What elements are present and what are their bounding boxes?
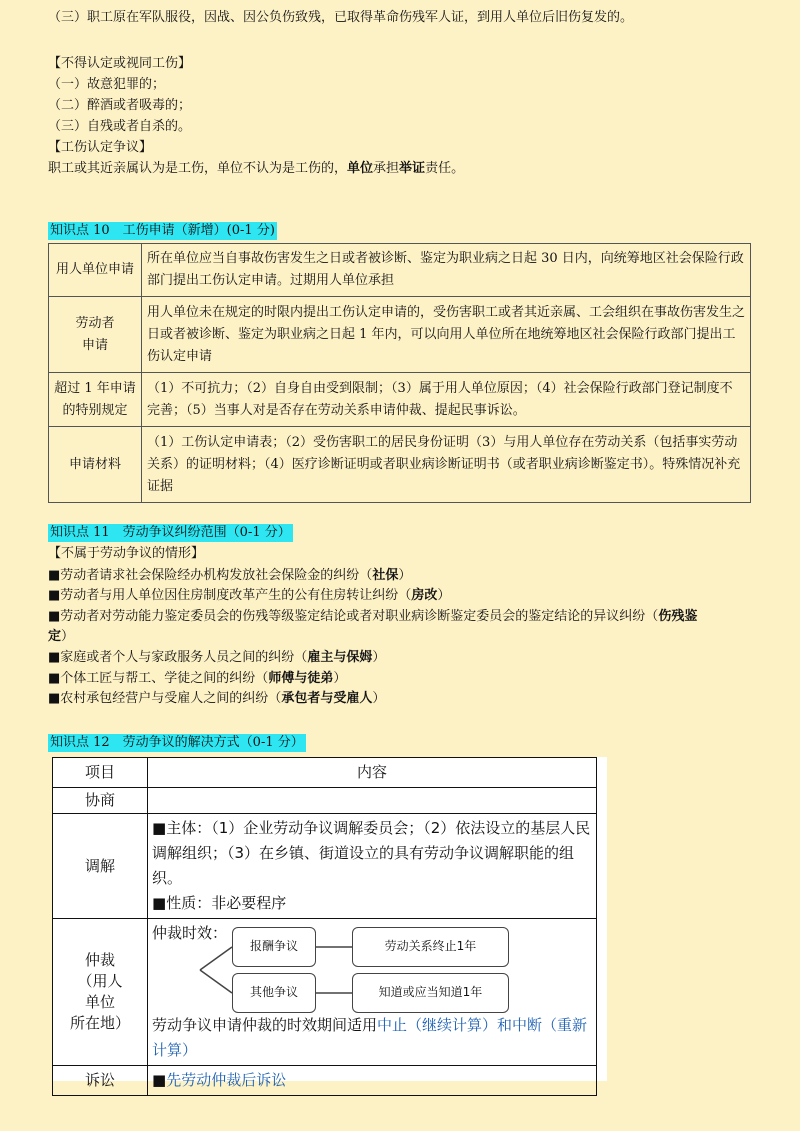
row-label-negotiate: 协商 — [53, 788, 148, 814]
section-heading: 【工伤认定争议】 — [48, 140, 153, 155]
bullet-icon: ■ — [48, 650, 61, 665]
text-span: 性质：非必要程序 — [166, 894, 287, 912]
text-span: 劳动争议申请仲裁的时效期间适用 — [152, 1016, 378, 1034]
table-row — [53, 814, 597, 919]
row-header-line: 劳动者 — [75, 315, 115, 331]
arbitration-label: 仲裁时效： — [152, 924, 228, 942]
row-label-line: 单位 — [84, 993, 115, 1011]
text-span: ） — [333, 671, 347, 686]
text-span: 家庭或者个人与家政服务人员之间的纠纷（ — [60, 650, 308, 665]
table-row — [53, 1066, 597, 1096]
bold-text: 雇主与保姆 — [307, 650, 373, 665]
column-header-content: 内容 — [148, 758, 597, 788]
bold-text: 承包者与受雇人 — [281, 691, 373, 706]
bold-text: 单位 — [347, 161, 374, 176]
bullet-icon: ■ — [48, 609, 61, 624]
kp10-table — [48, 243, 751, 503]
text-span: 劳动者与用人单位因住房制度改革产生的公有住房转让纠纷（ — [60, 588, 412, 603]
list-item: （三）自残或者自杀的。 — [48, 119, 192, 134]
list-item — [48, 669, 346, 689]
bold-text: 社保 — [372, 568, 399, 583]
kp11-title: 知识点 11 劳动争议纠纷范围（0-1 分） — [50, 525, 291, 540]
table-row — [53, 788, 597, 814]
table-row — [49, 244, 751, 297]
list-item — [48, 648, 385, 668]
row-label-line: （用人 — [77, 972, 123, 990]
row-header-line: 的特别规定 — [62, 402, 128, 418]
arb-box-term-end: 劳动关系终止1年 — [352, 927, 509, 967]
list-item — [48, 566, 411, 586]
kp10-title: 知识点 10 工伤申请（新增）(0-1 分) — [50, 223, 275, 238]
table-row — [49, 297, 751, 373]
highlight-text: 中止（继续计算）和中断（重新计算） — [152, 1016, 588, 1059]
kp12-title: 知识点 12 劳动争议的解决方式（0-1 分） — [50, 735, 304, 750]
row-label-mediate: 调解 — [53, 814, 148, 919]
bold-text: 伤残鉴 — [658, 609, 698, 624]
kp12-table — [52, 757, 597, 1096]
list-item — [48, 607, 697, 627]
row-label-litigate: 诉讼 — [53, 1066, 148, 1096]
row-content: 所在单位应当自事故伤害发生之日或者被诊断、鉴定为职业病之日起 30 日内，向统筹地区社会保险行政部门提出工伤认定申请。过期用人单位承担 — [142, 244, 751, 297]
mediate-subject — [152, 816, 592, 891]
text-line: （三）职工原在军队服役，因战、因公负伤致残，已取得革命伤残军人证，到用人单位后旧伤复发的。 — [48, 10, 634, 25]
mediate-nature — [152, 891, 592, 916]
list-item: （一）故意犯罪的； — [48, 77, 166, 92]
row-content-arbitrate — [148, 919, 597, 1066]
row-header-line: 超过 1 年申请 — [54, 380, 136, 396]
kp12-image — [52, 757, 607, 1089]
bullet-icon: ■ — [152, 819, 167, 837]
row-content-litigate — [148, 1066, 597, 1096]
table-header-row — [53, 758, 597, 788]
bullet-icon: ■ — [48, 671, 61, 686]
text-span: 责任。 — [425, 161, 465, 176]
text-span: 劳动者请求社会保险经办机构发放社会保险金的纠纷（ — [60, 568, 373, 583]
row-label-arbitrate — [53, 919, 148, 1066]
section-heading: 【不属于劳动争议的情形】 — [48, 546, 205, 561]
text-span: 劳动者对劳动能力鉴定委员会的伤残等级鉴定结论或者对职业病诊断鉴定委员会的鉴定结论的异议纠纷（ — [60, 609, 659, 624]
row-label-line: 所在地） — [69, 1014, 130, 1032]
row-header — [49, 297, 142, 373]
text-span: 农村承包经营户与受雇人之间的纠纷（ — [60, 691, 282, 706]
arb-box-other: 其他争议 — [232, 973, 316, 1013]
bullet-icon: ■ — [48, 568, 61, 583]
table-row — [49, 427, 751, 503]
row-content: 用人单位未在规定的时限内提出工伤认定申请的，受伤害职工或者其近亲属、工会组织在事故伤害发生之日或者被诊断、鉴定为职业病之日起 1 年内，可以向用人单位所在地统筹地区社会保险行政部门提出工伤认定申请 — [142, 297, 751, 373]
row-content-empty — [148, 788, 597, 814]
text-span: 主体：（1）企业劳动争议调解委员会；（2）依法设立的基层人民调解组织；（3）在乡镇、街道设立的具有劳动争议调解职能的组织。 — [152, 819, 591, 887]
row-content-mediate — [148, 814, 597, 919]
bullet-icon: ■ — [48, 588, 61, 603]
text-line — [48, 159, 464, 179]
bullet-icon: ■ — [152, 894, 167, 912]
text-span: ） — [61, 629, 75, 644]
bold-text: 师傅与徒弟 — [268, 671, 334, 686]
text-span: 承担 — [373, 161, 400, 176]
list-item: （二）醉酒或者吸毒的； — [48, 98, 192, 113]
row-content: （1）不可抗力；（2）自身自由受到限制；（3）属于用人单位原因；（4）社会保险行政部门登记制度不完善；（5）当事人对是否存在劳动关系申请仲裁、提起民事诉讼。 — [142, 373, 751, 427]
column-header-item: 项目 — [53, 758, 148, 788]
text-span: 职工或其近亲属认为是工伤，单位不认为是工伤的， — [48, 161, 348, 176]
arbitration-diagram — [152, 921, 592, 1013]
bold-text: 举证 — [399, 161, 426, 176]
row-content: （1）工伤认定申请表；（2）受伤害职工的居民身份证明（3）与用人单位存在劳动关系（包括事实劳动关系）的证明材料；（4）医疗诊断证明或者职业病诊断证明书（或者职业病诊断鉴定书）。特殊情况补充证据 — [142, 427, 751, 503]
bullet-icon: ■ — [48, 691, 61, 706]
text-span: ） — [372, 650, 386, 665]
text-span: ） — [372, 691, 386, 706]
list-item-continued — [48, 627, 74, 647]
row-header: 用人单位申请 — [49, 244, 142, 297]
text-span: ） — [437, 588, 451, 603]
row-header: 申请材料 — [49, 427, 142, 503]
bold-text: 定 — [48, 629, 62, 644]
highlight-text: 先劳动仲裁后诉讼 — [166, 1071, 287, 1089]
list-item — [48, 689, 385, 709]
arbitration-note — [152, 1013, 592, 1063]
bullet-icon: ■ — [152, 1071, 167, 1089]
bold-text: 房改 — [411, 588, 438, 603]
table-row — [49, 373, 751, 427]
text-span: 个体工匠与帮工、学徒之间的纠纷（ — [60, 671, 269, 686]
row-header-line: 申请 — [81, 337, 108, 353]
table-row — [53, 919, 597, 1066]
arb-box-known: 知道或应当知道1年 — [352, 973, 509, 1013]
list-item — [48, 586, 450, 606]
row-label-line: 仲裁 — [84, 951, 115, 969]
row-header — [49, 373, 142, 427]
text-span: ） — [398, 568, 412, 583]
arb-box-remuneration: 报酬争议 — [232, 927, 316, 967]
section-heading: 【不得认定或视同工伤】 — [48, 56, 192, 71]
